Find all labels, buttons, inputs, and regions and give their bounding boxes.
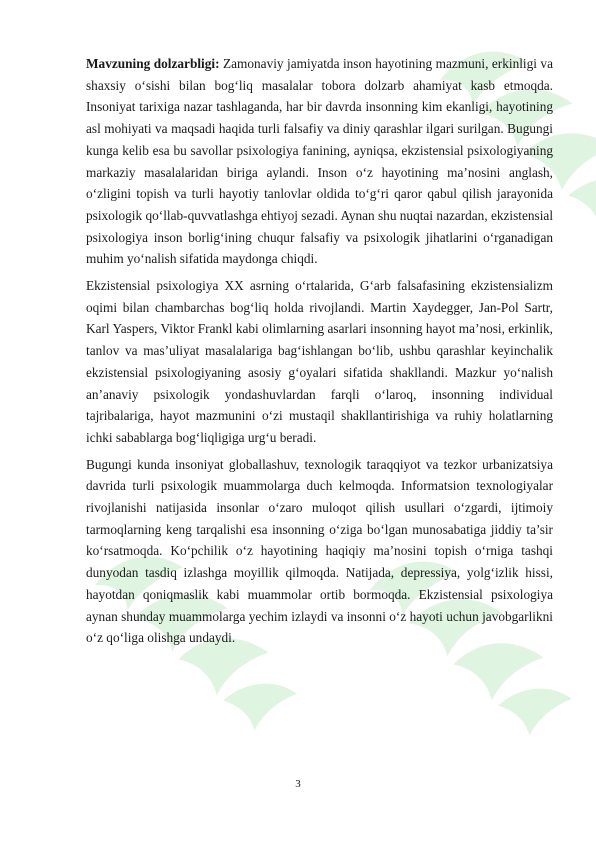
paragraph-relevance (86, 53, 553, 270)
paragraph-lead: Mavzuning dolzarbligi: (86, 56, 220, 71)
paragraph-modern-issues: Bugungi kunda insoniyat globallashuv, texnologik taraqqiyot va tezkor urbanizatsiya davrida turli psixologik muammolarga duch kelmoqda. Informatsion texnologiyalar rivojlanishi natijasida insonlar o‘zaro muloqot qilish usullari o‘zgardi, ijtimoiy tarmoqlarning keng tarqalishi esa insonning o‘ziga bo‘lgan munosabatiga jiddiy ta’sir ko‘rsatmoqda. Ko‘pchilik o‘z hayotining haqiqiy ma’nosini topish o‘rniga tashqi dunyodan tasdiq izlashga moyillik qilmoqda. Natijada, depressiya, yolg‘izlik hissi, hayotdan qoniqmaslik kabi muammolar ortib bormoqda. Ekzistensial psixologiya aynan shunday muammolarga yechim izlaydi va insonni o‘z hayoti uchun javobgarlikni o‘z qo‘liga olishga undaydi. (86, 456, 553, 646)
page-number: 3 (295, 778, 301, 790)
paragraph-history: Ekzistensial psixologiya XX asrning o‘rtalarida, G‘arb falsafasining ekzistensializm oqimi bilan chambarchas bog‘liq holda rivojlandi. Martin Xaydegger, Jan-Pol Sartr, Karl Yaspers, Viktor Frankl kabi olimlarning asarlari insonning hayot ma’nosi, erkinlik, tanlov va mas’uliyat masalalariga bag‘ishlangan bo‘lib, ushbu qarashlar keyinchalik ekzistensial psixologiyaning asosiy g‘oyalari sifatida shakllandi. Mazkur yo‘nalish an’anaviy psixologik yondashuvlardan farqli o‘laroq, insonning individual tajribalariga, hayot mazmunini o‘zi mustaqil shakllantirishiga va ruhiy holatlarning ichki sabablarga bog‘liqligiga urg‘u beradi. (86, 278, 553, 445)
paragraph-text: Zamonaviy jamiyatda inson hayotining mazmuni, erkinligi va shaxsiy o‘sishi bilan bog‘liq masalalar tobora dolzarb ahamiyat kasb etmoqda. Insoniyat tarixiga nazar tashlaganda, har bir davrda insonning kim ekanligi, hayotining asl mohiyati va maqsadi haqida turli falsafiy va diniy qarashlar ilgari surilgan. Bugungi kunga kelib esa bu savollar psixologiya fanining, ayniqsa, ekzistensial psixologiyaning markaziy masalalaridan biriga aylandi. Inson o‘z hayotining ma’nosini anglash, o‘zligini topish va turli hayotiy tanlovlar oldida to‘g‘ri qaror qabul qilish jarayonida psixologik qo‘llab-quvvatlashga ehtiyoj sezadi. Aynan shu nuqtai nazardan, ekzistensial psixologiya inson borlig‘ining chuqur falsafiy va psixologik jihatlarini o‘rganadigan muhim yo‘nalish sifatida maydonga chiqdi. (86, 56, 554, 267)
document-body (86, 53, 553, 654)
